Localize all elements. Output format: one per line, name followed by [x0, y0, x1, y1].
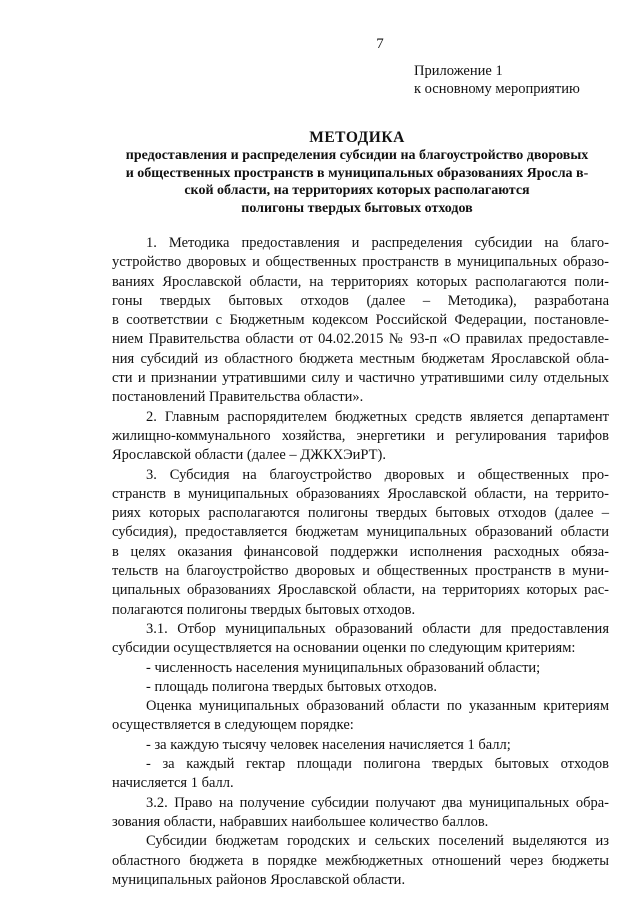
body-line: ваниях Ярославской области, на территориях которых располагаются поли-	[112, 273, 609, 290]
body-line: ния субсидий из областного бюджета местным бюджетам Ярославской обла-	[112, 350, 609, 367]
document-heading	[104, 129, 610, 217]
body-line: начисляется 1 балл.	[112, 775, 234, 792]
body-line: полагаются полигоны твердых бытовых отходов.	[112, 601, 416, 618]
body-line: осуществляется в следующем порядке:	[112, 717, 354, 734]
body-line: тельств на благоустройство дворовых и общественных пространств в муни-	[112, 563, 609, 580]
body-line: ципальных образованиях Ярославской области, на территориях которых рас-	[112, 582, 609, 599]
body-line: - за каждую тысячу человек населения начисляется 1 балл;	[146, 736, 511, 753]
body-line: субсидия), предоставляется бюджетам муниципальных образований области	[112, 524, 609, 541]
body-line: 3. Субсидия на благоустройство дворовых и общественных про-	[146, 466, 609, 483]
body-line: сти и признании утратившими силу и частично утратившими силу отдельных	[112, 370, 609, 387]
body-line: субсидии осуществляется на основании оценки по следующим критериям:	[112, 640, 576, 657]
document-subtitle	[104, 147, 610, 217]
page-number: 7	[376, 36, 384, 52]
body-line: странств в муниципальных образованиях Ярославской области, на террито-	[112, 485, 609, 502]
body-line: нием Правительства области от 04.02.2015 № 93-п «О правилах предоставле-	[112, 331, 609, 348]
body-line: - за каждый гектар площади полигона твердых бытовых отходов	[146, 756, 609, 773]
body-line: гоны твердых бытовых отходов (далее – Методика), разработана	[112, 292, 609, 309]
document-body	[112, 234, 609, 890]
subtitle-line: и общественных пространств в муниципальных образованиях Яросла в-	[125, 165, 589, 181]
body-line: жилищно-коммунального хозяйства, энергетики и регулирования тарифов	[112, 427, 609, 444]
document-title: МЕТОДИКА	[309, 129, 405, 146]
body-line: - численность населения муниципальных образований области;	[146, 659, 541, 676]
body-line: 1. Методика предоставления и распределения субсидии на благо-	[146, 235, 609, 251]
body-line: в целях оказания финансовой поддержки исполнения расходных обяза-	[112, 543, 609, 560]
body-line: устройство дворовых и общественных пространств в муниципальных образо-	[112, 254, 609, 271]
body-line: Субсидии бюджетам городских и сельских поселений выделяются из	[146, 833, 609, 850]
subtitle-line: ской области, на территориях которых располагаются	[184, 183, 530, 198]
body-line: постановлений Правительства области».	[112, 389, 364, 406]
body-line: - площадь полигона твердых бытовых отходов.	[146, 678, 437, 695]
body-line: 3.1. Отбор муниципальных образований области для предоставления	[146, 620, 609, 637]
body-line: зования области, набравших наибольшее количество баллов.	[112, 813, 489, 830]
body-line: областного бюджета в порядке межбюджетных отношений через бюджеты	[112, 852, 609, 869]
body-line: 2. Главным распорядителем бюджетных средств является департамент	[146, 408, 609, 425]
body-line: муниципальных районов Ярославской области.	[112, 871, 406, 888]
body-line: в соответствии с Бюджетным кодексом Российской Федерации, постановле-	[112, 312, 609, 329]
subtitle-line: полигоны твердых бытовых отходов	[241, 200, 473, 216]
body-line: Оценка муниципальных образований области по указанным критериям	[146, 698, 609, 715]
appendix-line-1: Приложение 1	[414, 63, 503, 79]
appendix-note	[414, 62, 580, 98]
subtitle-line: предоставления и распределения субсидии на благоустройство дворовых	[125, 148, 589, 163]
appendix-line-2: к основному мероприятию	[414, 81, 580, 97]
body-line: Ярославской области (далее – ДЖКХЭиРТ).	[112, 447, 386, 464]
body-line: 3.2. Право на получение субсидии получают два муниципальных обра-	[146, 794, 609, 811]
body-line: риях которых располагаются полигоны твердых бытовых отходов (далее –	[112, 505, 609, 522]
